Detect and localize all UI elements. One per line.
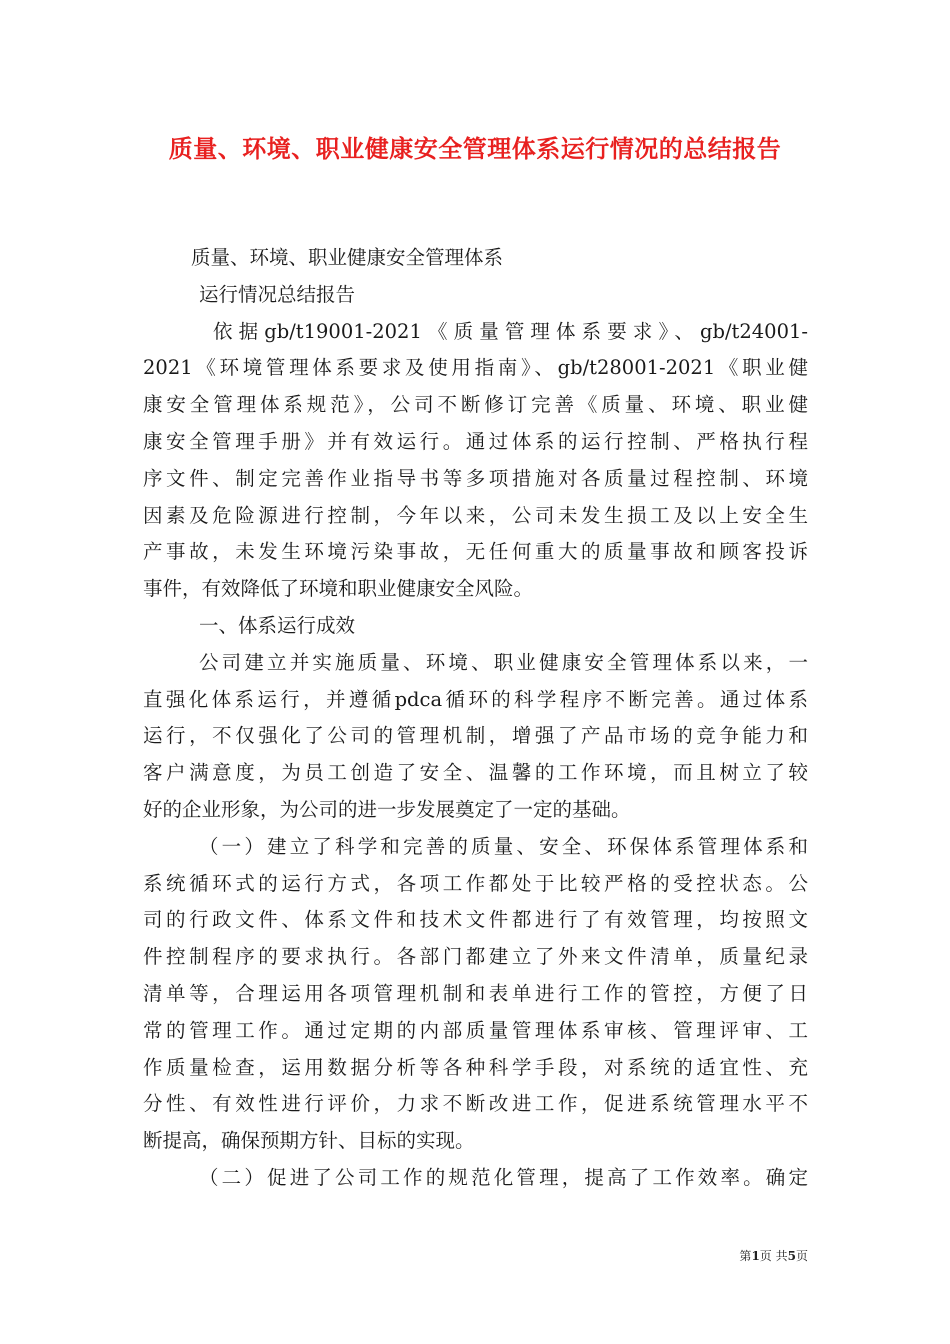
body-line: 运行情况总结报告 [199,282,356,306]
body-line: 一、体系运行成效 [199,613,356,637]
footer-prefix: 第 [739,1249,752,1263]
body-line: 客户满意度，为员工创造了安全、温馨的工作环境，而且树立了较 [143,761,808,785]
body-line: 常的管理工作。通过定期的内部质量管理体系审核、管理评审、工 [143,1018,808,1042]
page-footer [700,1248,808,1264]
body-line: 断提高，确保预期方针、目标的实现。 [143,1129,475,1153]
body-line: 直强化体系运行，并遵循pdca循环的科学程序不断完善。通过体系 [143,687,808,711]
document-title: 质量、环境、职业健康安全管理体系运行情况的总结报告 [168,135,782,163]
body-line: 因素及危险源进行控制，今年以来，公司未发生损工及以上安全生 [143,503,808,527]
document-body [143,240,808,1197]
body-line: （一）建立了科学和完善的质量、安全、环保体系管理体系和 [199,834,808,858]
footer-middle: 页 共 [759,1249,788,1263]
body-line: 件控制程序的要求执行。各部门都建立了外来文件清单，质量纪录 [143,945,808,969]
body-line: 分性、有效性进行评价，力求不断改进工作，促进系统管理水平不 [143,1092,808,1116]
footer-total-pages: 5 [787,1249,796,1263]
body-line: 系统循环式的运行方式，各项工作都处于比较严格的受控状态。公 [143,871,808,895]
body-line: （二）促进了公司工作的规范化管理，提高了工作效率。确定 [199,1165,808,1189]
body-line: 康安全管理手册》并有效运行。通过体系的运行控制、严格执行程 [143,429,808,453]
body-line: 司的行政文件、体系文件和技术文件都进行了有效管理，均按照文 [143,908,808,932]
body-line: 清单等，合理运用各项管理机制和表单进行工作的管控，方便了日 [143,981,808,1005]
body-line: 康安全管理体系规范》，公司不断修订完善《质量、环境、职业健 [143,393,808,417]
body-line: 产事故，未发生环境污染事故，无任何重大的质量事故和顾客投诉 [143,540,808,564]
body-line: 作质量检查，运用数据分析等各种科学手段，对系统的适宜性、充 [143,1055,808,1079]
body-line: 公司建立并实施质量、环境、职业健康安全管理体系以来，一 [199,650,808,674]
body-line: 质量、环境、职业健康安全管理体系 [191,246,504,269]
body-line: 好的企业形象，为公司的进一步发展奠定了一定的基础。 [143,797,631,821]
body-line: 2021《环境管理体系要求及使用指南》、gb/t28001-2021《职业健 [143,356,808,380]
body-line: 事件，有效降低了环境和职业健康安全风险。 [143,577,534,601]
footer-suffix: 页 [795,1249,808,1263]
footer-page-number: 1 [751,1249,760,1263]
body-line: 依据gb/t19001-2021《质量管理体系要求》、gb/t24001- [213,319,808,343]
body-line: 序文件、制定完善作业指导书等多项措施对各质量过程控制、环境 [143,466,808,490]
body-line: 运行，不仅强化了公司的管理机制，增强了产品市场的竞争能力和 [143,724,808,748]
